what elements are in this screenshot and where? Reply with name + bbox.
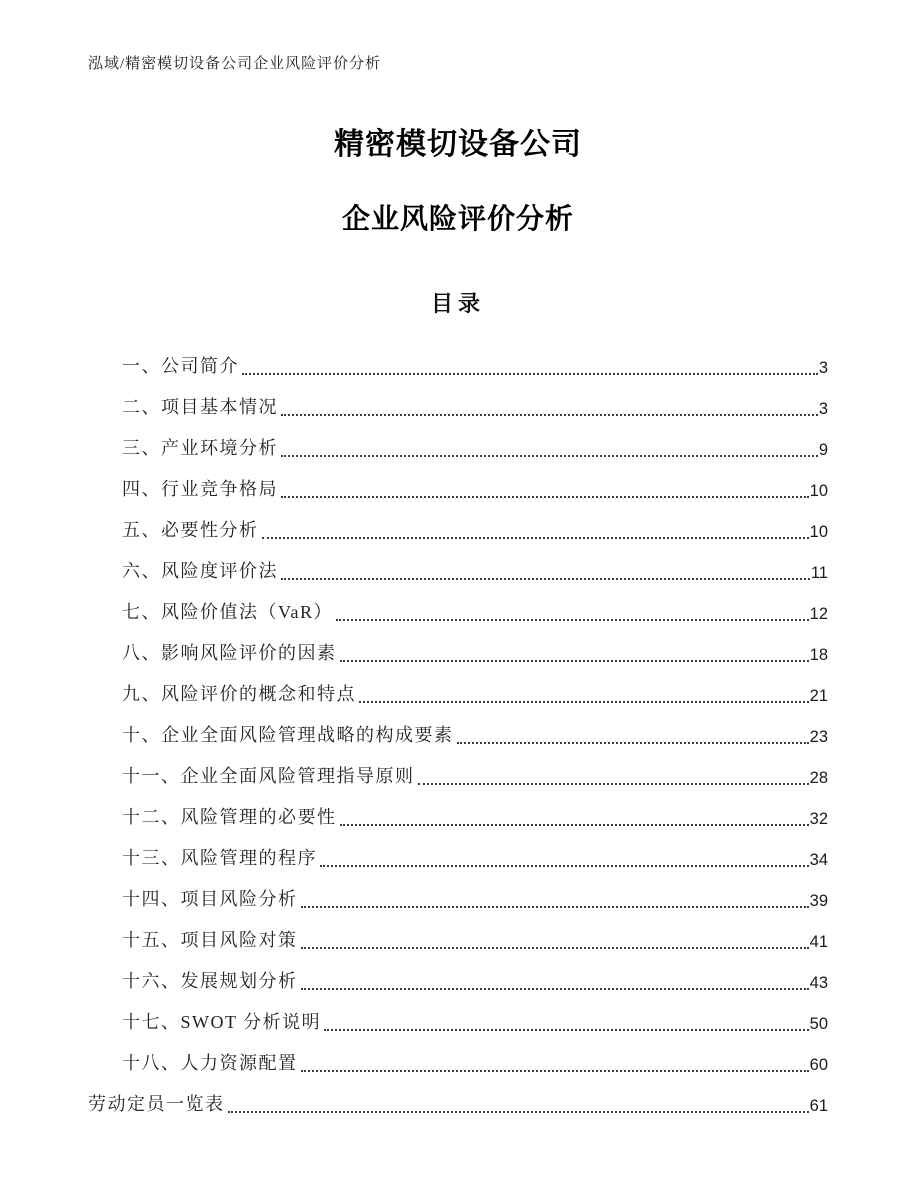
toc-entry-label: 四、行业竞争格局	[122, 479, 278, 499]
toc-entry-page-number: 21	[809, 687, 828, 705]
toc-entry-page-number: 9	[818, 441, 828, 459]
toc-dotted-leader	[262, 537, 809, 539]
toc-row[interactable]	[88, 672, 828, 713]
toc-entry-label: 十、企业全面风险管理战略的构成要素	[122, 725, 454, 745]
toc-row[interactable]	[88, 549, 828, 590]
toc-row[interactable]	[88, 713, 828, 754]
toc-entry-page-number: 3	[818, 359, 828, 377]
toc-entry-label: 五、必要性分析	[122, 520, 259, 540]
toc-entry-label: 六、风险度评价法	[122, 561, 278, 581]
toc-row[interactable]	[88, 1041, 828, 1082]
toc-row[interactable]	[88, 1082, 828, 1123]
toc-entry-label: 十四、项目风险分析	[122, 889, 298, 909]
toc-entry-label: 三、产业环境分析	[122, 438, 278, 458]
document-header-watermark: 泓域/精密模切设备公司企业风险评价分析	[88, 56, 382, 72]
toc-row[interactable]	[88, 754, 828, 795]
toc-entry-label: 十二、风险管理的必要性	[122, 807, 337, 827]
toc-entry-label: 十六、发展规划分析	[122, 971, 298, 991]
toc-dotted-leader	[301, 906, 809, 908]
toc-entry-label: 八、影响风险评价的因素	[122, 643, 337, 663]
toc-entry-label: 一、公司简介	[122, 356, 239, 376]
toc-entry-label: 十五、项目风险对策	[122, 930, 298, 950]
toc-entry-label: 九、风险评价的概念和特点	[122, 684, 356, 704]
toc-row[interactable]	[88, 795, 828, 836]
toc-row[interactable]	[88, 877, 828, 918]
toc-dotted-leader	[324, 1029, 808, 1031]
toc-entry-page-number: 61	[809, 1097, 828, 1115]
toc-dotted-leader	[359, 701, 809, 703]
toc-entry-label: 劳动定员一览表	[88, 1094, 225, 1114]
toc-row[interactable]	[88, 590, 828, 631]
toc-entry-label: 七、风险价值法（VaR）	[122, 602, 333, 622]
toc-entry-page-number: 34	[809, 851, 828, 869]
toc-dotted-leader	[418, 783, 809, 785]
toc-dotted-leader	[320, 865, 809, 867]
toc-entry-page-number: 32	[809, 810, 828, 828]
document-title-line2: 企业风险评价分析	[341, 203, 574, 234]
toc-heading: 目录	[430, 291, 485, 316]
toc-entry-page-number: 50	[809, 1015, 828, 1033]
toc-dotted-leader	[281, 496, 809, 498]
toc-entry-page-number: 18	[809, 646, 828, 664]
toc-entry-page-number: 39	[809, 892, 828, 910]
toc-entry-page-number: 11	[810, 564, 828, 582]
toc-entry-page-number: 10	[809, 482, 828, 500]
toc-row[interactable]	[88, 631, 828, 672]
toc-entry-label: 十八、人力资源配置	[122, 1053, 298, 1073]
toc-entry-label: 二、项目基本情况	[122, 397, 278, 417]
toc-row[interactable]	[88, 344, 828, 385]
toc-row[interactable]	[88, 426, 828, 467]
toc-dotted-leader	[301, 1070, 809, 1072]
toc-row[interactable]	[88, 959, 828, 1000]
toc-list	[88, 344, 828, 1123]
toc-dotted-leader	[336, 619, 809, 621]
toc-entry-label: 十七、SWOT 分析说明	[122, 1012, 322, 1032]
document-title-line1: 精密模切设备公司	[334, 128, 582, 161]
toc-row[interactable]	[88, 385, 828, 426]
toc-dotted-leader	[457, 742, 809, 744]
toc-entry-page-number: 41	[809, 933, 828, 951]
toc-entry-label: 十三、风险管理的程序	[122, 848, 317, 868]
toc-entry-page-number: 60	[809, 1056, 828, 1074]
toc-dotted-leader	[340, 660, 809, 662]
toc-dotted-leader	[228, 1111, 809, 1113]
toc-dotted-leader	[242, 373, 818, 375]
toc-dotted-leader	[301, 947, 809, 949]
toc-row[interactable]	[88, 836, 828, 877]
toc-dotted-leader	[340, 824, 809, 826]
toc-entry-label: 十一、企业全面风险管理指导原则	[122, 766, 415, 786]
toc-row[interactable]	[88, 1000, 828, 1041]
toc-row[interactable]	[88, 467, 828, 508]
toc-entry-page-number: 12	[809, 605, 828, 623]
toc-row[interactable]	[88, 918, 828, 959]
toc-entry-page-number: 23	[809, 728, 828, 746]
toc-dotted-leader	[301, 988, 809, 990]
toc-entry-page-number: 3	[818, 400, 828, 418]
toc-dotted-leader	[281, 414, 818, 416]
toc-entry-page-number: 10	[809, 523, 828, 541]
toc-dotted-leader	[281, 455, 818, 457]
toc-entry-page-number: 28	[809, 769, 828, 787]
toc-row[interactable]	[88, 508, 828, 549]
toc-dotted-leader	[281, 578, 810, 580]
toc-entry-page-number: 43	[809, 974, 828, 992]
